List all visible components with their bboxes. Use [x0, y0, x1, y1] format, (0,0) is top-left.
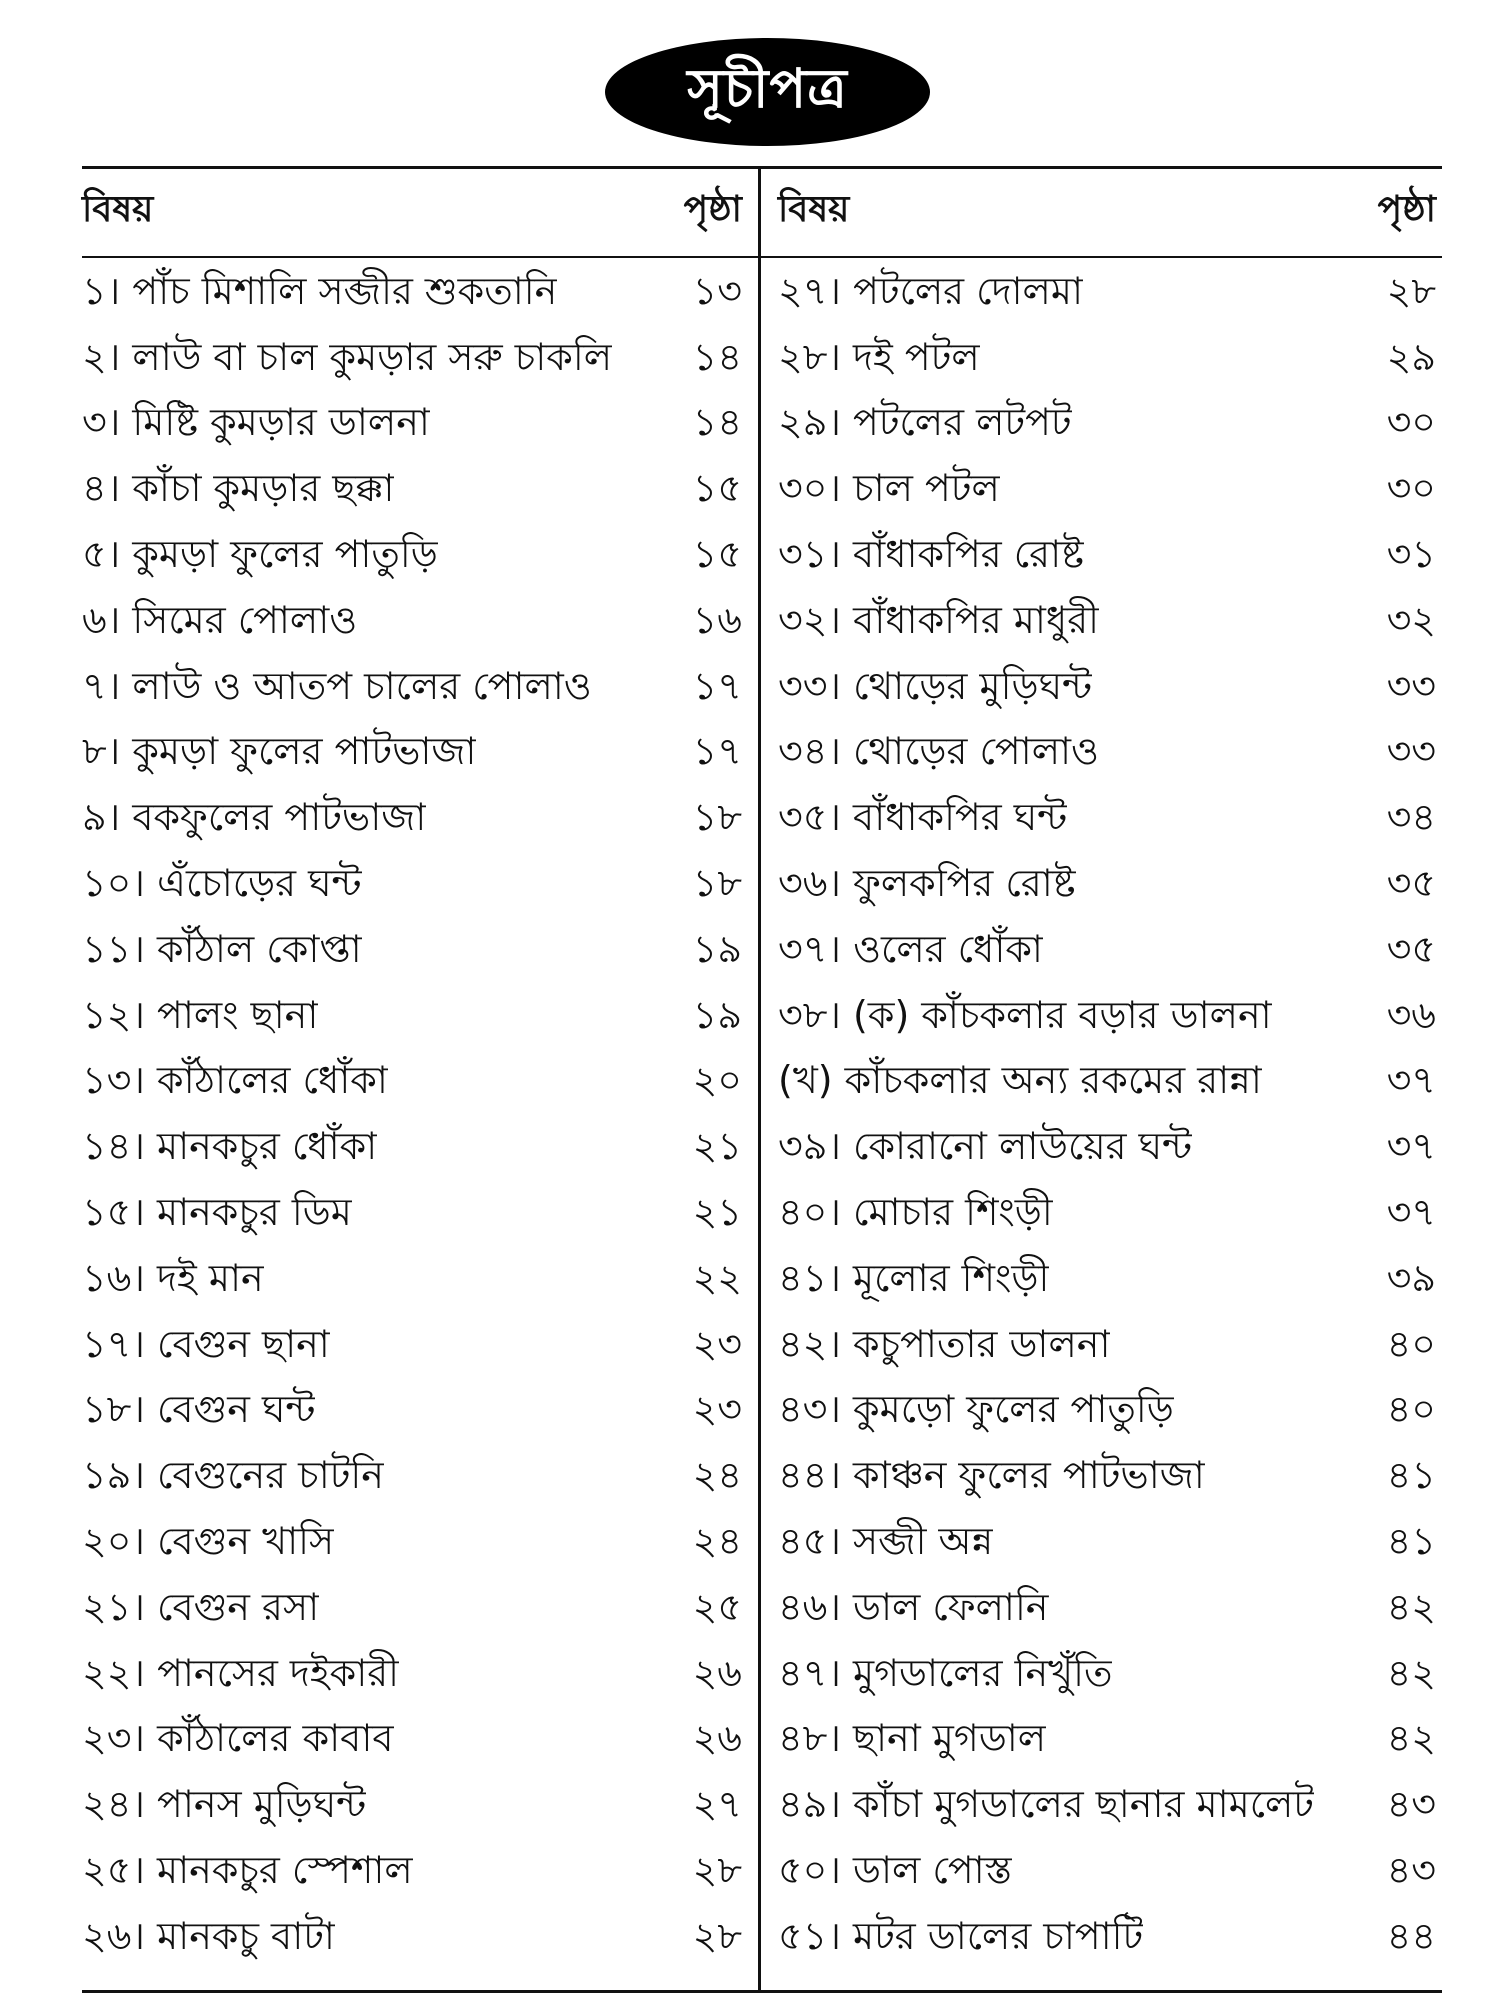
- entry-title: ৪৬। ডাল ফেলানি: [778, 1584, 1049, 1629]
- entry-title: ৪০। মোচার শিংড়ী: [778, 1190, 1053, 1235]
- entry-title: ৩৮। (ক) কাঁচকলার বড়ার ডালনা: [778, 992, 1272, 1037]
- entry-page-number: ২৮: [692, 1913, 742, 1958]
- entry-page-number: ১৭: [692, 729, 742, 774]
- entry-page-number: ৩৭: [1386, 1124, 1436, 1169]
- entry-page-number: ২৪: [692, 1453, 742, 1498]
- entry-title: ৩৩। থোড়ের মুড়িঘন্ট: [778, 663, 1092, 708]
- contents-entry: [778, 1248, 1436, 1314]
- contents-entry: [778, 327, 1436, 393]
- contents-entry: [82, 1380, 742, 1446]
- contents-column-left: [82, 168, 742, 1972]
- contents-entry: [82, 985, 742, 1051]
- page-title: সূচীপত্র: [687, 57, 848, 120]
- entry-title: ২৫। মানকচুর স্পেশাল: [82, 1848, 413, 1893]
- entry-title: ৩৫। বাঁধাকপির ঘন্ট: [778, 795, 1068, 840]
- entry-page-number: ১৬: [692, 597, 742, 642]
- entry-page-number: ৪২: [1386, 1716, 1436, 1761]
- page-header: পৃষ্ঠা: [683, 189, 742, 230]
- bottom-rule: [82, 1990, 1442, 1993]
- entry-title: ২১। বেগুন রসা: [82, 1584, 320, 1629]
- entry-page-number: ১৭: [692, 663, 742, 708]
- entry-page-number: ৩৫: [1386, 926, 1436, 971]
- contents-entry: [778, 853, 1436, 919]
- contents-entry: [82, 1906, 742, 1972]
- entry-title: ৫। কুমড়া ফুলের পাতুড়ি: [82, 532, 438, 577]
- contents-entry: [82, 853, 742, 919]
- entry-page-number: ৩৩: [1386, 663, 1436, 708]
- contents-entry: [82, 1643, 742, 1709]
- column-header: [82, 168, 742, 256]
- entry-page-number: ৪১: [1386, 1519, 1436, 1564]
- contents-entry: [778, 787, 1436, 853]
- contents-entry: [778, 1051, 1436, 1117]
- contents-entry: [778, 524, 1436, 590]
- contents-entry: [82, 327, 742, 393]
- entry-page-number: ১৩: [692, 268, 742, 313]
- entry-page-number: ২৭: [692, 1782, 742, 1827]
- contents-entry: [778, 656, 1436, 722]
- contents-entry: [82, 656, 742, 722]
- entry-page-number: ২৩: [692, 1387, 742, 1432]
- entry-page-number: ৩২: [1386, 597, 1436, 642]
- entry-page-number: ৩৯: [1386, 1255, 1436, 1300]
- entry-title: ৪৯। কাঁচা মুগডালের ছানার মামলেট: [778, 1782, 1314, 1827]
- entry-title: ৪৪। কাঞ্চন ফুলের পাটভাজা: [778, 1453, 1205, 1498]
- entry-title: ১৯। বেগুনের চাটনি: [82, 1453, 384, 1498]
- entry-title: ৩৯। কোরানো লাউয়ের ঘন্ট: [778, 1124, 1192, 1169]
- contents-entry: [82, 1774, 742, 1840]
- entry-title: ২৬। মানকচু বাটা: [82, 1913, 335, 1958]
- entry-page-number: ৩১: [1386, 532, 1436, 577]
- entry-page-number: ৩৬: [1386, 992, 1436, 1037]
- contents-entry: [778, 1182, 1436, 1248]
- entry-page-number: ২১: [692, 1190, 742, 1235]
- entry-title: ২৯। পটলের লটপট: [778, 400, 1072, 445]
- entry-title: ৯। বকফুলের পাটভাজা: [82, 795, 427, 840]
- entry-title: ৪৫। সব্জী অন্ন: [778, 1519, 994, 1564]
- entry-page-number: ১৯: [692, 992, 742, 1037]
- contents-entry: [778, 1511, 1436, 1577]
- entry-page-number: ৩৫: [1386, 861, 1436, 906]
- contents-entry: [778, 1445, 1436, 1511]
- entry-title: ৪। কাঁচা কুমড়ার ছক্কা: [82, 466, 395, 511]
- entry-page-number: ১৫: [692, 466, 742, 511]
- contents-entry: [778, 985, 1436, 1051]
- contents-entry: [82, 1051, 742, 1117]
- entry-title: ৪৮। ছানা মুগডাল: [778, 1716, 1047, 1761]
- entry-title: ৩৭। ওলের ধোঁকা: [778, 926, 1043, 971]
- contents-entry: [778, 1380, 1436, 1446]
- entry-title: ১৪। মানকচুর ধোঁকা: [82, 1124, 378, 1169]
- entry-title: ২০। বেগুন খাসি: [82, 1519, 335, 1564]
- entry-page-number: ২১: [692, 1124, 742, 1169]
- contents-entry: [778, 590, 1436, 656]
- entry-title: (খ) কাঁচকলার অন্য রকমের রান্না: [778, 1058, 1262, 1103]
- entry-page-number: ২৪: [692, 1519, 742, 1564]
- contents-entry: [82, 261, 742, 327]
- entry-title: ৬। সিমের পোলাও: [82, 597, 358, 642]
- entry-page-number: ২৩: [692, 1321, 742, 1366]
- entry-page-number: ২৬: [692, 1716, 742, 1761]
- contents-entry: [82, 393, 742, 459]
- entry-page-number: ৩০: [1386, 466, 1436, 511]
- entry-title: ৪১। মূলোর শিংড়ী: [778, 1255, 1050, 1300]
- entry-page-number: ১৪: [692, 334, 742, 379]
- contents-entry: [82, 1445, 742, 1511]
- entry-title: ৩। মিষ্টি কুমড়ার ডালনা: [82, 400, 430, 445]
- entry-page-number: ২৯: [1386, 334, 1436, 379]
- entry-title: ৫০। ডাল পোস্ত: [778, 1848, 1012, 1893]
- entry-title: ১৭। বেগুন ছানা: [82, 1321, 330, 1366]
- entry-title: ১। পাঁচ মিশালি সব্জীর শুকতানি: [82, 268, 558, 313]
- entry-page-number: ৪৩: [1386, 1782, 1436, 1827]
- contents-entry: [82, 919, 742, 985]
- contents-entry: [778, 722, 1436, 788]
- entry-page-number: ৪৩: [1386, 1848, 1436, 1893]
- subject-header: বিষয়: [778, 189, 850, 230]
- entry-page-number: ৪১: [1386, 1453, 1436, 1498]
- entry-page-number: ৪০: [1386, 1387, 1436, 1432]
- entry-title: ১৮। বেগুন ঘন্ট: [82, 1387, 316, 1432]
- contents-entry: [778, 1314, 1436, 1380]
- contents-entry: [778, 393, 1436, 459]
- contents-entry: [82, 1709, 742, 1775]
- entry-page-number: ১৪: [692, 400, 742, 445]
- entry-title: ১৬। দই মান: [82, 1255, 264, 1300]
- entry-page-number: ৩৩: [1386, 729, 1436, 774]
- entry-title: ১৫। মানকচুর ডিম: [82, 1190, 352, 1235]
- entry-page-number: ২৬: [692, 1650, 742, 1695]
- entry-title: ২। লাউ বা চাল কুমড়ার সরু চাকলি: [82, 334, 613, 379]
- entry-page-number: ৪২: [1386, 1584, 1436, 1629]
- entry-title: ১১। কাঁঠাল কোপ্তা: [82, 926, 362, 971]
- title-badge: [605, 38, 930, 146]
- contents-entry: [82, 1577, 742, 1643]
- contents-entry: [778, 1774, 1436, 1840]
- entry-page-number: ৩৪: [1386, 795, 1436, 840]
- entry-page-number: ২৮: [692, 1848, 742, 1893]
- entry-title: ১২। পালং ছানা: [82, 992, 319, 1037]
- column-header: [778, 168, 1436, 256]
- contents-entry: [82, 1248, 742, 1314]
- contents-entry: [82, 590, 742, 656]
- contents-column-right: [778, 168, 1436, 1972]
- contents-entry: [82, 1314, 742, 1380]
- entry-page-number: ৩০: [1386, 400, 1436, 445]
- entry-page-number: ৪৪: [1386, 1913, 1436, 1958]
- entry-title: ৫১। মটর ডালের চাপাটি: [778, 1913, 1144, 1958]
- entry-title: ৩৪। থোড়ের পোলাও: [778, 729, 1099, 774]
- entry-title: ২৪। পানস মুড়িঘন্ট: [82, 1782, 367, 1827]
- contents-entry: [778, 458, 1436, 524]
- entry-title: ২৮। দই পটল: [778, 334, 980, 379]
- entry-title: ২৩। কাঁঠালের কাবাব: [82, 1716, 394, 1761]
- contents-entry: [82, 1511, 742, 1577]
- contents-entry: [778, 1906, 1436, 1972]
- entry-title: ৭। লাউ ও আতপ চালের পোলাও: [82, 663, 592, 708]
- entry-page-number: ১৫: [692, 532, 742, 577]
- contents-entry: [778, 1116, 1436, 1182]
- entry-title: ১৩। কাঁঠালের ধোঁকা: [82, 1058, 388, 1103]
- contents-entry: [82, 1182, 742, 1248]
- contents-entry: [82, 787, 742, 853]
- entry-title: ৮। কুমড়া ফুলের পাটভাজা: [82, 729, 477, 774]
- entry-page-number: ১৮: [692, 795, 742, 840]
- entry-title: ৩০। চাল পটল: [778, 466, 1000, 511]
- entry-title: ২২। পানসের দইকারী: [82, 1650, 400, 1695]
- entry-title: ৩১। বাঁধাকপির রোষ্ট: [778, 532, 1084, 577]
- entry-page-number: ৪২: [1386, 1650, 1436, 1695]
- page-header: পৃষ্ঠা: [1377, 189, 1436, 230]
- contents-entry: [82, 524, 742, 590]
- contents-entry: [778, 1643, 1436, 1709]
- column-divider: [758, 168, 761, 1990]
- subject-header: বিষয়: [82, 189, 154, 230]
- contents-entry: [778, 1709, 1436, 1775]
- contents-entry: [82, 1116, 742, 1182]
- entry-title: ৩২। বাঁধাকপির মাধুরী: [778, 597, 1099, 642]
- entry-page-number: ৩৭: [1386, 1190, 1436, 1235]
- entry-page-number: ৪০: [1386, 1321, 1436, 1366]
- entry-page-number: ২০: [692, 1058, 742, 1103]
- entry-page-number: ২২: [692, 1255, 742, 1300]
- entry-page-number: ১৮: [692, 861, 742, 906]
- contents-list-right: [778, 256, 1436, 1972]
- entry-page-number: ২৮: [1386, 268, 1436, 313]
- contents-entry: [778, 919, 1436, 985]
- entry-title: ২৭। পটলের দোলমা: [778, 268, 1083, 313]
- contents-list-left: [82, 256, 742, 1972]
- entry-title: ৩৬। ফুলকপির রোষ্ট: [778, 861, 1076, 906]
- entry-title: ৪৭। মুগডালের নিখুঁতি: [778, 1650, 1113, 1695]
- contents-entry: [82, 722, 742, 788]
- contents-entry: [778, 261, 1436, 327]
- entry-title: ৪২। কচুপাতার ডালনা: [778, 1321, 1111, 1366]
- entry-page-number: ৩৭: [1386, 1058, 1436, 1103]
- entry-page-number: ২৫: [692, 1584, 742, 1629]
- contents-entry: [778, 1840, 1436, 1906]
- entry-title: ১০। এঁচোড়ের ঘন্ট: [82, 861, 362, 906]
- contents-entry: [82, 458, 742, 524]
- entry-page-number: ১৯: [692, 926, 742, 971]
- contents-entry: [82, 1840, 742, 1906]
- entry-title: ৪৩। কুমড়ো ফুলের পাতুড়ি: [778, 1387, 1174, 1432]
- contents-entry: [778, 1577, 1436, 1643]
